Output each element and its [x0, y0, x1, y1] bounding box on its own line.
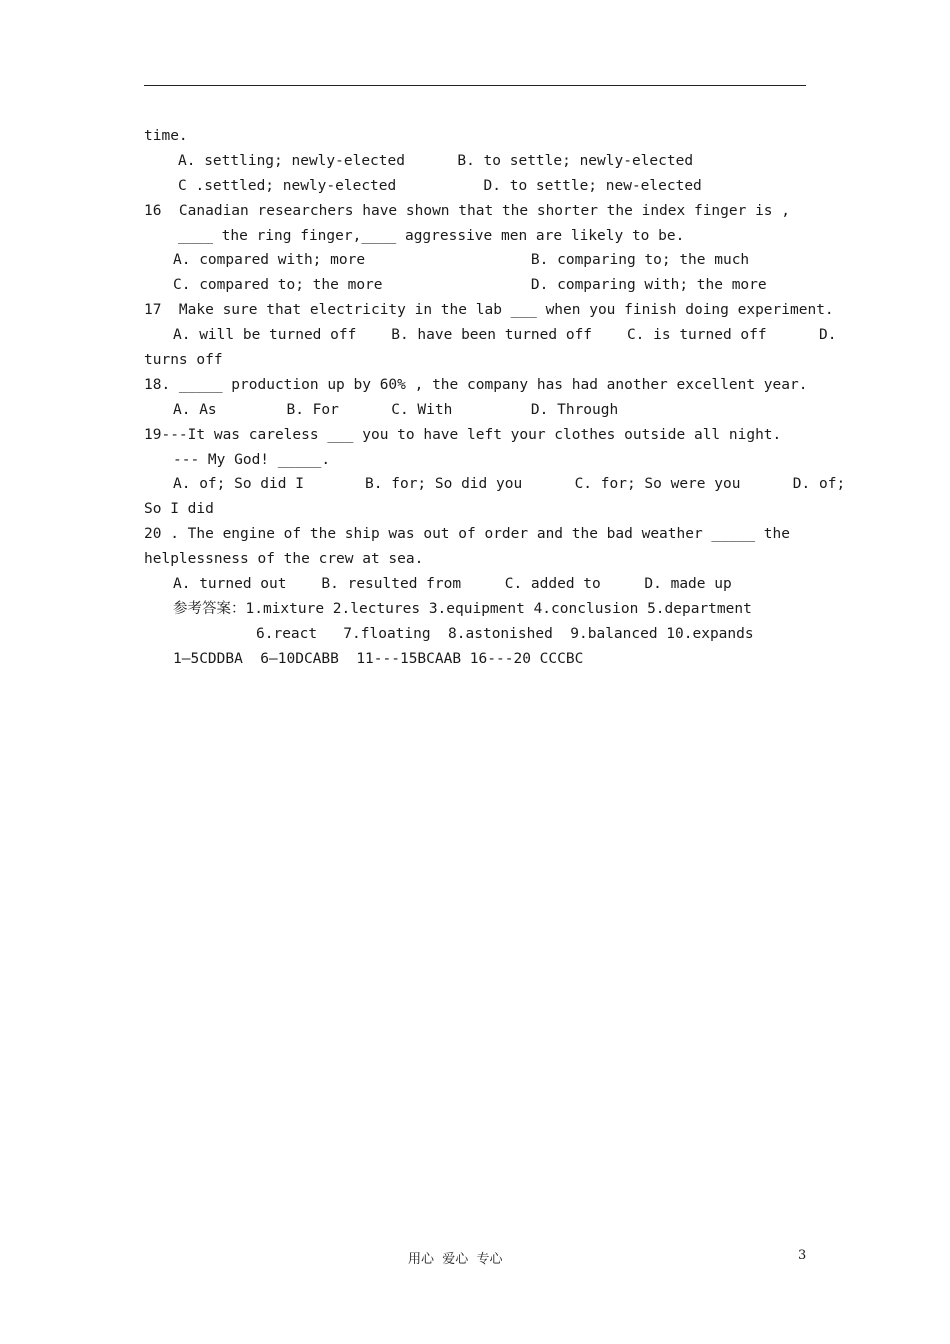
- q15-options-ab: A. settling; newly-elected B. to settle; newly-elected: [178, 152, 694, 169]
- q19-stem: 19---It was careless ___ you to have left your clothes outside all night.: [144, 426, 782, 443]
- q19-reply: --- My God! _____.: [173, 451, 331, 468]
- footer-motto: 用心 爱心 专心: [408, 1252, 503, 1267]
- q18-options: A. As B. For C. With D. Through: [173, 401, 619, 418]
- q16-options-ab: A. compared with; more B. comparing to; the much: [173, 252, 750, 269]
- answer-key-line-1: 参考答案：1.mixture 2.lectures 3.equipment 4.conclusion 5.department: [173, 600, 752, 617]
- q18-stem: 18. _____ production up by 60% , the company has had another excellent year.: [144, 376, 808, 393]
- q17-options: A. will be turned off B. have been turned off C. is turned off D.: [173, 327, 837, 344]
- q20-stem: 20 . The engine of the ship was out of order and the bad weather _____ the: [144, 526, 791, 543]
- page-number: 3: [798, 1248, 807, 1263]
- q17-stem: 17 Make sure that electricity in the lab ___ when you finish doing experiment.: [144, 302, 834, 319]
- q19-options: A. of; So did I B. for; So did you C. for; So were you D. of;: [173, 476, 846, 493]
- q16-stem: 16 Canadian researchers have shown that the shorter the index finger is ,: [144, 202, 791, 219]
- header-rule: [144, 85, 806, 86]
- q20-stem-cont: helplessness of the crew at sea.: [144, 551, 424, 568]
- q16-stem-cont: ____ the ring finger,____ aggressive men are likely to be.: [178, 227, 685, 244]
- q19-options-cont: So I did: [144, 501, 214, 518]
- q17-options-cont: turns off: [144, 352, 223, 369]
- document-body: [144, 124, 846, 672]
- q15-options-cd: C .settled; newly-elected D. to settle; new-elected: [178, 177, 702, 194]
- q15-continuation: time.: [144, 128, 188, 144]
- q20-options: A. turned out B. resulted from C. added to D. made up: [173, 576, 732, 593]
- answer-key-line-2: 6.react 7.floating 8.astonished 9.balanced 10.expands: [256, 625, 754, 642]
- answer-key-line-3: 1—5CDDBA 6—10DCABB 11---15BCAAB 16---20 CCCBC: [173, 650, 584, 667]
- q16-options-cd: C. compared to; the more D. comparing with; the more: [173, 277, 767, 294]
